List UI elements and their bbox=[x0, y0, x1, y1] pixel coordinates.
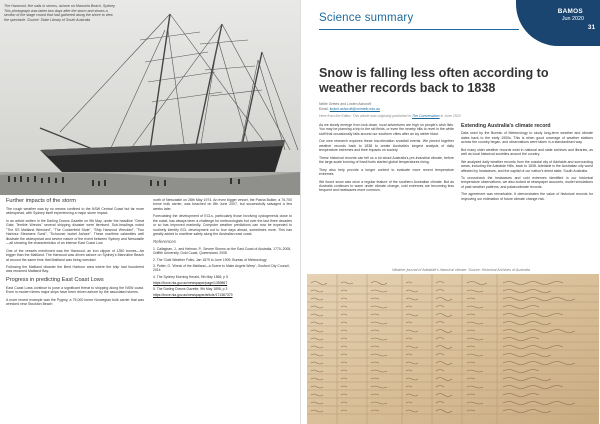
issue-badge bbox=[516, 0, 600, 46]
document-caption: Weather journal of Adelaide's historical climate. Source: Historical Archives of Australia bbox=[392, 268, 530, 272]
article-authors bbox=[319, 102, 380, 111]
republished-note bbox=[319, 114, 461, 118]
paragraph: The rough weather was by no means confined to the NSW Central Coast but far more widespread, with Sydney itself experiencing a major storm impact. bbox=[6, 207, 144, 216]
paragraph: They also help provide a longer context to evaluate more recent temperature extremes. bbox=[319, 167, 454, 177]
section-heading-progress: Progress in predicting East Coast Lows bbox=[6, 276, 104, 283]
section-heading-further-impacts: Further impacts of the storm bbox=[6, 198, 76, 204]
paragraph: In an article written in the Darling Downs Gazette on 9th May, under the headline "Great Gale, Terrible Wrecks" several shipping disaster were itemised. Sub-headings noted "The SS Maitland Wrecked", "The Cuckerfield Stole", "Ship Harwood Wrecked", "Two Harbour Steamers Sunk", "Schooner Isobel Ashore". These maritime calamities well illustrate the widespread and severe nature of the event between Sydney and Newcastle—all showing the characteristics of an intense East Coast Low. bbox=[6, 218, 144, 246]
paragraph: Data used by the Bureau of Meteorology to study long-term weather and climate dates back to the early 1900s. This is when good coverage of weather stations across the country began, and observations were taken in a standardised way. bbox=[461, 131, 593, 145]
email-label: Email: bbox=[319, 106, 329, 111]
source-link[interactable]: The Conversation bbox=[412, 114, 440, 118]
reference-item: 1. Callaghan, J., and Helman, P., Severe Storms on the East Coast of Australia, 1770–2008, Griffith University, Gold Coast, Queensland, 2008 bbox=[153, 247, 292, 256]
republished-prefix: Here from the Editor: This article was originally published in bbox=[319, 114, 412, 118]
right-column-1 bbox=[319, 123, 454, 196]
references-heading: References bbox=[153, 238, 177, 244]
paragraph: These historical records can tell us a lot about Australia's pre-industrial climate, before the large-scale burning of fossil fuels started global temperatures rising. bbox=[319, 155, 454, 165]
left-column-1 bbox=[6, 198, 144, 310]
paragraph: The agreement was remarkable. It demonstrates the value of historical records for improving our estimation of future climate change risk. bbox=[461, 192, 593, 201]
photo-caption: The Harwood, five sails in storms, ashore on Manuela Beach, Sydney. This photograph was taken two days after the storm and shows a section of the stage crowd that had gathered along the shore to view the spectacle. Source: State Library of South Australia bbox=[4, 4, 116, 22]
page-number: 31 bbox=[587, 24, 595, 31]
title-divider bbox=[319, 29, 519, 30]
author-names: Nellie Gretes and Linden Ashcroft bbox=[319, 102, 372, 106]
reference-item: 4. The Sydney Morning Herald, 9th May 1866, p 5 bbox=[153, 274, 228, 279]
paragraph: One of the vessels mentioned was the Harwood, an iron clipper of 1350 tonnes—far bigger than the Maitland. The Harwood was driven ashore on Sydney's Manruline Beach at around the same time that Maitland was being wrecked. bbox=[6, 248, 144, 262]
section-heading-extending: Extending Australia's climate record bbox=[461, 123, 551, 129]
paragraph: We found snow was once a regular feature of the southern Australian climate. But as Australia continues to warm under climate change, cold extremes are becoming less frequent and heatwaves more common. bbox=[319, 179, 454, 193]
right-column-2 bbox=[461, 123, 593, 204]
issue-date: Jun 2020 bbox=[561, 16, 584, 22]
shipwreck-photo bbox=[0, 0, 300, 195]
article-headline: Snow is falling less often according to weather records back to 1838 bbox=[319, 66, 549, 96]
right-page bbox=[300, 0, 600, 424]
paragraph: To crosscheck the heatwaves and cold extremes identified in our historical temperature observations, we also looked at newspaper accounts, model simulations of past weather patterns, and palaeoclimate records. bbox=[461, 176, 593, 189]
reference-link[interactable]: https://trove.nla.gov.au/newspaper/page/1359867 bbox=[153, 280, 228, 285]
magazine-name: BAMOS bbox=[557, 8, 583, 15]
paragraph: But many older weather records exist in national and state archives and libraries, as well as local historical societies around the country. bbox=[461, 147, 593, 157]
author-email-line bbox=[319, 107, 380, 112]
weather-journal-image bbox=[307, 274, 599, 424]
paragraph: A more recent example was the Pygmy, a 75,000 tonne Norwegian bulk carrier that was wrecked near Stockton Beach bbox=[6, 297, 144, 307]
paragraph: Following the Maitland disaster the Bent Harbour area where the ship had foundered was renamed Maitland Bay. bbox=[6, 264, 144, 274]
reference-item: 2. The 'Gold Weather Folks, Jan 1879 to June 1909, Bureau of Meteorology bbox=[153, 257, 267, 262]
paragraph: We analysed daily weather records from the coastal city of Adelaide and surrounding areas, including the Adelaide Hills, back to 1838. Adelaide is the Australian city worst affected by heatwaves, and the capital of our nation's driest state, South Australia. bbox=[461, 159, 593, 173]
author-email-link[interactable]: linden.ashcroft@unimelb.edu.au bbox=[329, 106, 380, 111]
reference-item: 3. Potter, G. 'Wreck of the Maitland—a Scene to Make Angels Weep', Gosford City Council, 2014 bbox=[153, 263, 290, 273]
paragraph: East Coast Lows continue to pose a significant threat to shipping along the NSW coast. Even in modern times major ships have been driven ashore by the associated storms. bbox=[6, 285, 144, 295]
left-column-2 bbox=[153, 198, 292, 300]
paragraph: As we slowly emerge from lock-down, local adventures are high on people's wish lists. You may be planning a trip to the ski fields, or even the nearby hills to revel in the white stuff that occasionally falls around our southern cities after an icy winter blast. bbox=[319, 123, 454, 136]
paragraph: north of Newcastle on 28th May 1974. An even bigger vessel, the Pasha Bulker, a 76,700 tonne bulk carrier, was beached on 8th June 2007, but successfully salvaged a few weeks later. bbox=[153, 198, 292, 211]
paragraph: Forecasting the development of ECLs, particularly those involving cyclogenesis close to the coast, has always been a challenge for meteorologists but over the last three decades or so has improved markedly. Computer weather predictions can now be expected to routinely identify ECL development out to four days ahead, sometimes more. This has greatly added to maritime safety along the Australian east coast. bbox=[153, 214, 292, 237]
republished-suffix: in June 2020 bbox=[440, 114, 461, 118]
reference-item: 5. The Darling Downs Gazette, 9th May 1898, p 3 bbox=[153, 287, 228, 292]
section-title: Science summary bbox=[319, 12, 414, 24]
reference-link[interactable]: https://trove.nla.gov.au/newspaper/article/171387379 bbox=[153, 293, 233, 298]
paragraph: Our new research explores these low-elevation snowfall events. We pieced together weather records back to 1838 to create Australia's longest analysis of daily temperature extremes and their impacts on society. bbox=[319, 139, 454, 153]
